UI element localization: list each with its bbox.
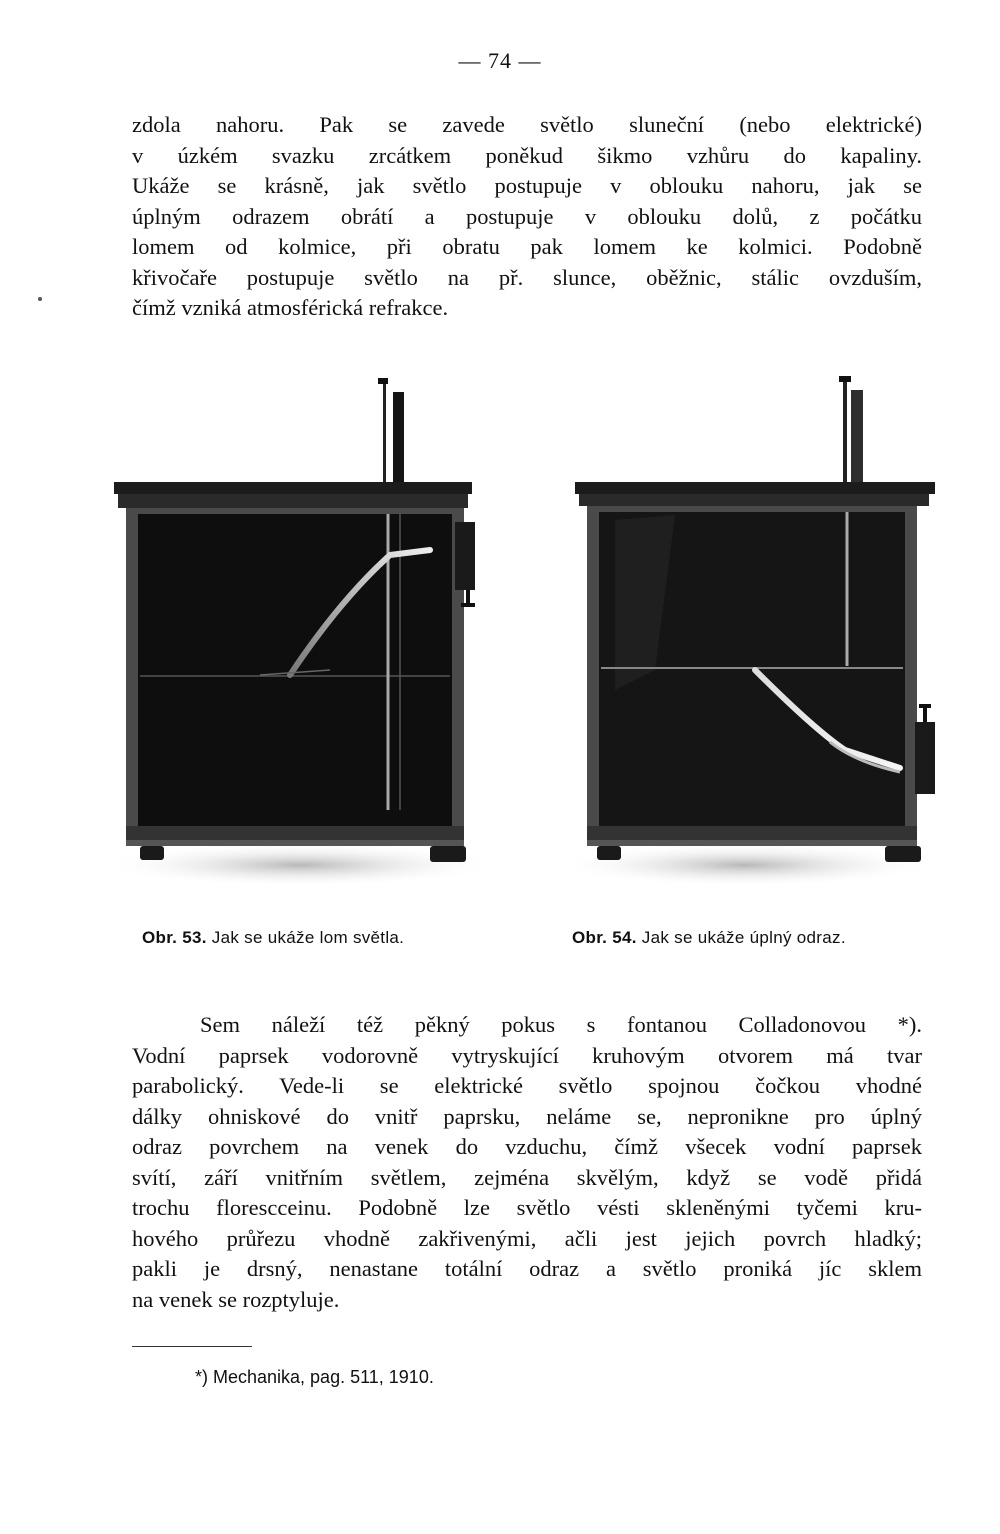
text-line: lomem od kolmice, při obratu pak lomem ke kolmici. Podobně — [132, 234, 922, 259]
text-line: svítí, září vnitřním světlem, zejména skvělým, když se vodě přidá — [132, 1164, 922, 1190]
text-line: Vodní paprsek vodorovně vytryskující kruhovým otvorem má tvar — [132, 1042, 922, 1068]
figure-caption-text: Jak se ukáže úplný odraz. — [641, 928, 846, 947]
figure-53-caption — [142, 928, 404, 948]
print-speck — [38, 297, 42, 301]
text-line: hového průřezu vhodně zakřivenými, ačli jest jejich povrch hladký; — [132, 1225, 922, 1251]
text-line: úplným odrazem obrátí a postupuje v oblouku dolů, z počátku — [132, 203, 922, 229]
figure-53-photo — [100, 370, 500, 890]
paragraph-1 — [132, 110, 922, 324]
figure-caption-text: Jak se ukáže lom světla. — [211, 928, 405, 947]
text-line: Ukáže se krásně, jak světlo postupuje v oblouku nahoru, jak se — [132, 173, 922, 198]
text-line: parabolický. Vede-li se elektrické světlo spojnou čočkou vhodné — [132, 1073, 922, 1098]
text-line: na venek se rozptyluje. — [132, 1286, 340, 1312]
footnote-divider — [132, 1346, 252, 1347]
page-number: — 74 — — [458, 48, 542, 73]
paragraph-2 — [132, 1010, 922, 1315]
figure-54-caption — [572, 928, 846, 948]
text-line: trochu florescceinu. Podobně lze světlo vésti skleněnými tyčemi kru- — [132, 1195, 922, 1220]
text-line: pakli je drsný, nenastane totální odraz a světlo proniká jíc sklem — [132, 1256, 922, 1281]
text-line: odraz povrchem na venek do vzduchu, čímž všecek vodní paprsek — [132, 1134, 922, 1159]
text-line: dálky ohniskové do vnitř paprsku, neláme se, nepronikne pro úplný — [132, 1103, 922, 1129]
figure-54-photo — [555, 370, 945, 890]
text-line: křivočaře postupuje světlo na př. slunce, oběžnic, stálic ovzduším, — [132, 264, 922, 290]
figure-number: Obr. 53. — [142, 928, 207, 947]
text-line: čímž vzniká atmosférická refrakce. — [132, 295, 449, 320]
text-line: zdola nahoru. Pak se zavede světlo sluneční (nebo elektrické) — [132, 112, 922, 137]
figure-number: Obr. 54. — [572, 928, 637, 947]
text-line: Sem náleží též pěkný pokus s fontanou Colladonovou *). — [200, 1012, 922, 1037]
footnote: *) Mechanika, pag. 511, 1910. — [195, 1367, 434, 1387]
text-line: v úzkém svazku zrcátkem poněkud šikmo vzhůru do kapaliny. — [132, 142, 922, 168]
